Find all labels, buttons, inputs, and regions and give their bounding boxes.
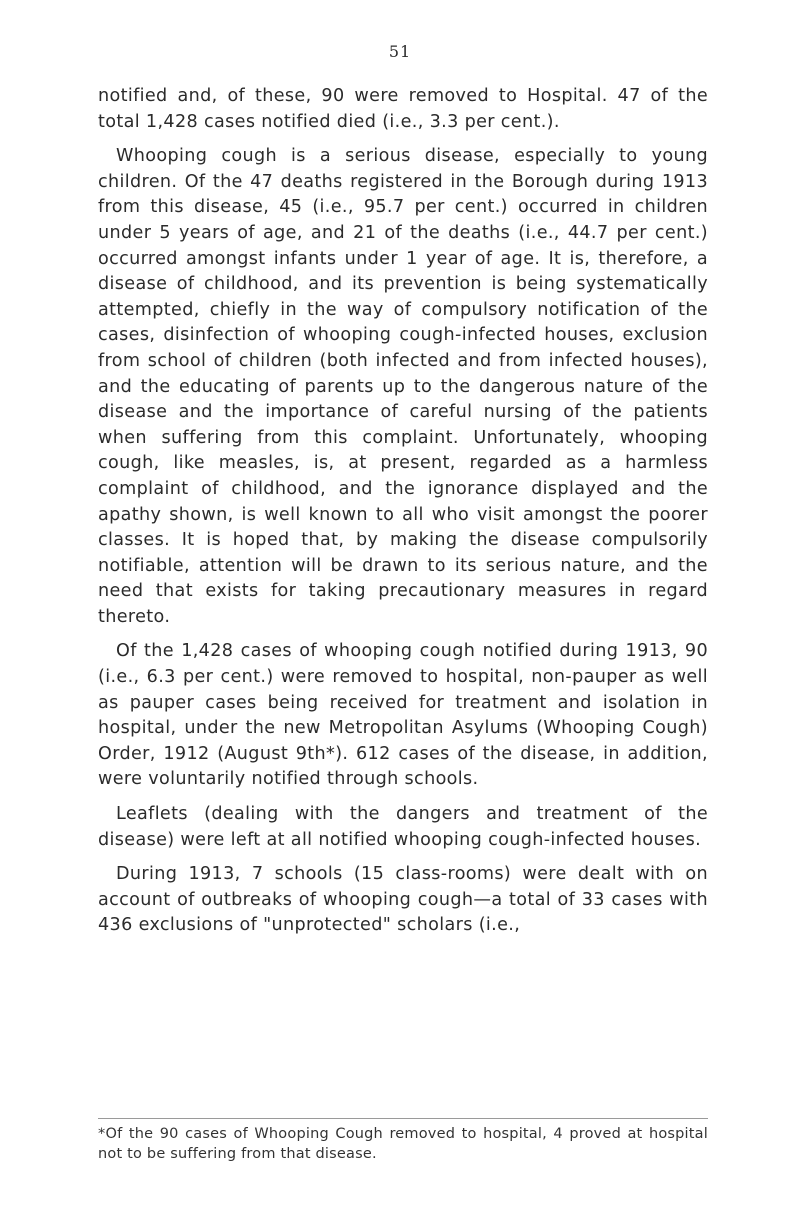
paragraph: Leaflets (dealing with the dangers and treatment of the disease) were left at all notified whooping cough-infected houses. (98, 804, 708, 850)
footnote-divider (98, 1118, 708, 1119)
paragraph: Of the 1,428 cases of whooping cough notified during 1913, 90 (i.e., 6.3 per cent.) were removed to hospital, non-pauper as well as pauper cases being received for treatment and isolation in hospital, under the new Metropolitan Asylums (Whooping Cough) Order, 1912 (August 9th*). 612 cases of the disease, in addition, were voluntarily notified through schools. (98, 641, 708, 790)
paragraph: Whooping cough is a serious disease, especially to young children. Of the 47 deaths registered in the Borough during 1913 from this disease, 45 (i.e., 95.7 per cent.) occurred in children under 5 years of age, and 21 of the deaths (i.e., 44.7 per cent.) occurred amongst infants under 1 year of age. It is, therefore, a disease of childhood, and its prevention is being systematically attempted, chiefly in the way of compulsory notification of the cases, disinfection of whooping cough-infected houses, exclusion from school of children (both infected and from infected houses), and the educating of parents up to the dangerous nature of the disease and the importance of careful nursing of the patients when suffering from this complaint. Unfortunately, whooping cough, like measles, is, at present, regarded as a harmless complaint of childhood, and the ignorance displayed and the apathy shown, is well known to all who visit amongst the poorer classes. It is hoped that, by making the disease compulsorily notifiable, attention will be drawn to its serious nature, and the need that exists for taking precautionary measures in regard thereto. (98, 146, 708, 627)
body-text (98, 84, 708, 939)
paragraph: During 1913, 7 schools (15 class-rooms) were dealt with on account of outbreaks of whooping cough—a total of 33 cases with 436 exclusions of "unprotected" scholars (i.e., (98, 864, 708, 936)
footnote-text: *Of the 90 cases of Whooping Cough removed to hospital, 4 proved at hospital not to be suffering from that disease. (98, 1126, 708, 1162)
paragraph: notified and, of these, 90 were removed to Hospital. 47 of the total 1,428 cases notified died (i.e., 3.3 per cent.). (98, 86, 708, 132)
page-number: 51 (388, 42, 412, 61)
footnote (98, 1124, 708, 1164)
